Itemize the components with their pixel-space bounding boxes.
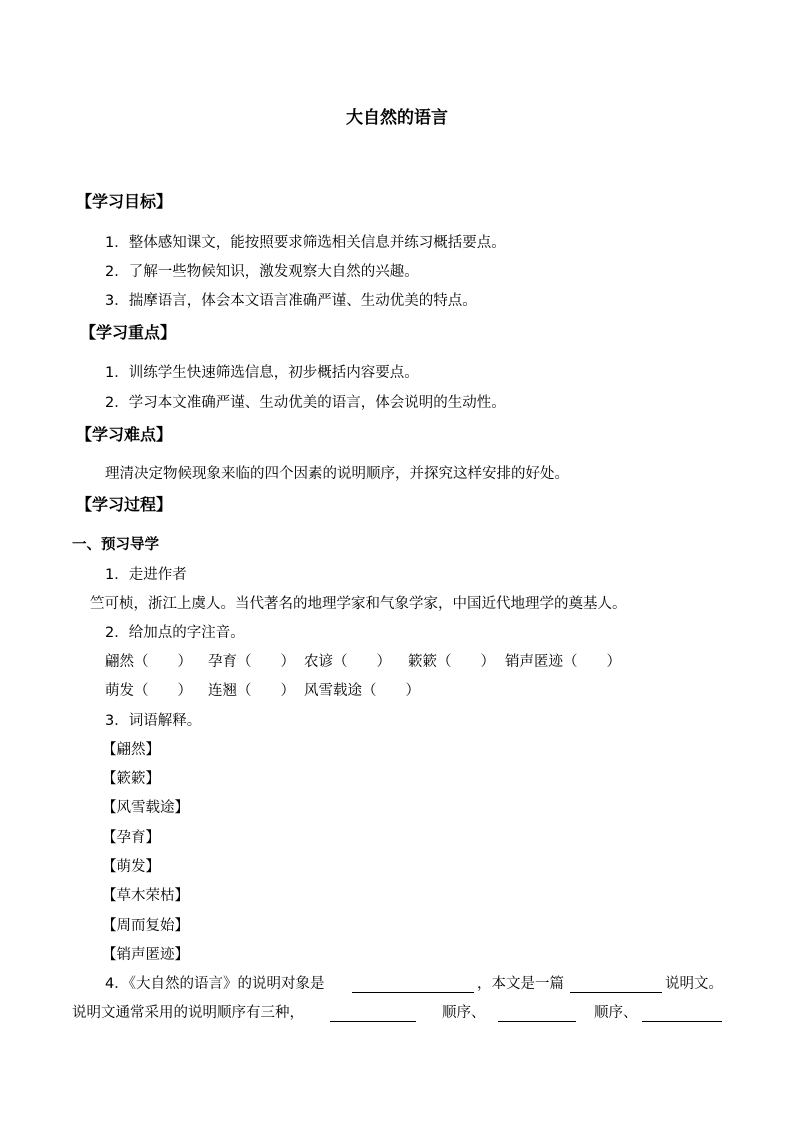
vocab-term: 【销声匿迹】 bbox=[102, 947, 189, 963]
difficulty-text: 理清决定物候现象来临的四个因素的说明顺序，并探究这样安排的好处。 bbox=[105, 466, 569, 482]
goal-item-2: 2．了解一些物候知识，激发观察大自然的兴趣。 bbox=[105, 264, 419, 280]
section-preview-heading: 一、预习导学 bbox=[72, 537, 159, 553]
pinyin-item: 萌发（ ） bbox=[105, 683, 192, 699]
vocab-term: 【孕育】 bbox=[102, 830, 160, 846]
focus-item-2: 2．学习本文准确严谨、生动优美的语言，体会说明的生动性。 bbox=[105, 395, 506, 411]
item-4-line2-part3: 顺序、 bbox=[594, 1005, 638, 1021]
pinyin-item: 风雪载途（ ） bbox=[304, 683, 420, 699]
item-4-line2-part2: 顺序、 bbox=[442, 1005, 486, 1021]
vocab-term: 【簌簌】 bbox=[102, 771, 160, 787]
answer-blank[interactable] bbox=[352, 978, 474, 993]
answer-blank[interactable] bbox=[642, 1007, 722, 1022]
goal-item-1: 1．整体感知课文，能按照要求筛选相关信息并练习概括要点。 bbox=[105, 235, 506, 251]
vocab-term: 【翩然】 bbox=[102, 742, 160, 758]
heading-focus: 【学习重点】 bbox=[80, 323, 177, 342]
item-1-label: 1．走进作者 bbox=[105, 567, 187, 583]
vocab-term: 【风雪载途】 bbox=[102, 800, 189, 816]
item-4-text-part3: 说明文。 bbox=[665, 976, 723, 992]
heading-goals: 【学习目标】 bbox=[76, 192, 173, 211]
vocab-term: 【草木荣枯】 bbox=[102, 888, 189, 904]
pinyin-item: 连翘（ ） bbox=[208, 683, 295, 699]
heading-difficulty: 【学习难点】 bbox=[76, 425, 173, 444]
page-title: 大自然的语言 bbox=[346, 108, 448, 128]
answer-blank[interactable] bbox=[570, 978, 662, 993]
author-text: 竺可桢，浙江上虞人。当代著名的地理学家和气象学家，中国近代地理学的奠基人。 bbox=[90, 596, 627, 612]
pinyin-item: 孕育（ ） bbox=[208, 654, 295, 670]
vocab-term: 【周而复始】 bbox=[102, 918, 189, 934]
item-4-text-part1: 4．《大自然的语言》的说明对象是 bbox=[105, 976, 325, 992]
item-2-label: 2．给加点的字注音。 bbox=[105, 625, 245, 641]
pinyin-item: 翩然（ ） bbox=[105, 654, 192, 670]
goal-item-3: 3．揣摩语言，体会本文语言准确严谨、生动优美的特点。 bbox=[105, 293, 477, 309]
item-4-line2-part1: 说明文通常采用的说明顺序有三种， bbox=[72, 1005, 304, 1021]
answer-blank[interactable] bbox=[498, 1007, 576, 1022]
vocab-term: 【萌发】 bbox=[102, 859, 160, 875]
focus-item-1: 1．训练学生快速筛选信息，初步概括内容要点。 bbox=[105, 365, 419, 381]
pinyin-item: 农谚（ ） bbox=[304, 654, 391, 670]
heading-process: 【学习过程】 bbox=[76, 495, 173, 514]
pinyin-item: 簌簌（ ） bbox=[408, 654, 495, 670]
answer-blank[interactable] bbox=[330, 1007, 416, 1022]
item-3-label: 3．词语解释。 bbox=[105, 713, 202, 729]
pinyin-item: 销声匿迹（ ） bbox=[505, 654, 621, 670]
item-4-text-part2: ，本文是一篇 bbox=[477, 976, 564, 992]
